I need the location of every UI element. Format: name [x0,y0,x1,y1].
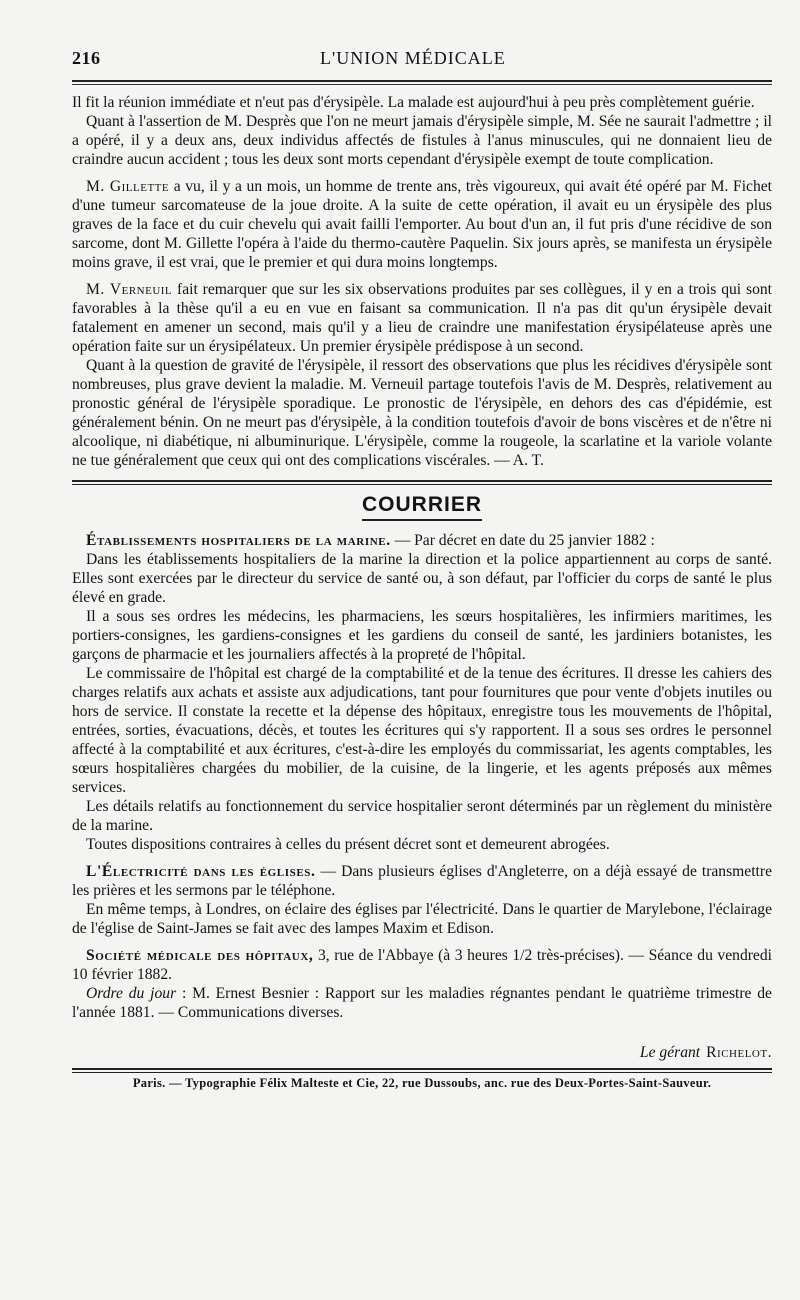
marine-paragraph-3: Le commissaire de l'hôpital est chargé de la comptabilité et de la tenue des écritures. Il dresse les cahiers des charges relatifs aux achats et assiste aux adjudications, tant pour fournitures que pour vente d'objets inutiles ou hors de service. Il constate la recette et la dépense des hôpitaux, enregistre tous les mouvements de l'hôpital, entrées, sorties, évacuations, décès, et toutes les écritures qui s'y rapportent. Il a sous ses ordres le personnel affecté à la comptabilité et aux écritures, c'est-à-dire les employés du commissariat, les agents comptables, les sœurs hospitalières chargées du mobilier, de la cuisine, de la lingerie, et les agents préposés aux mêmes services. [72,665,772,796]
journal-title: L'UNION MÉDICALE [320,48,506,68]
marine-paragraph-5: Toutes dispositions contraires à celles du présent décret sont et demeurent abrogées. [86,836,610,853]
marine-heading: Établissements hospitaliers de la marine. [86,532,391,549]
paragraph-text: fait remarquer que sur les six observations produites par ses collègues, il y en a trois qui sont favorables à la thèse qu'il a eu en vue en faisant sa communication. Il n'a pas dit qu'un érysipèle devait fatalement en amener un second, mais qu'il y a lieu de craindre une manifestation érysipélateuse après une opération faite sur un érysipélateux. Un premier érysipèle prédispose à un second. [72,281,773,355]
marine-paragraph-2: Il a sous ses ordres les médecins, les pharmaciens, les sœurs hospitalières, les infirmiers maritimes, les portiers-consignes, les gardiens-consignes et les gardiens du conseil de santé, les jardiniers botanistes, les garçons de pharmacie et les journaliers affectés à la propreté de l'hôpital. [72,608,772,663]
electricity-paragraph-1 [72,862,772,900]
societe-paragraph [72,946,772,984]
marine-heading-paragraph [72,531,772,550]
footer-rule-thin [72,1072,772,1073]
paragraph-text: a vu, il y a un mois, un homme de trente ans, très vigoureux, qui avait été opéré par M. Fichet d'une tumeur sarcomateuse de la joue droite. A la suite de cette opération, il avait eu un érysipèle des plus graves de la face et du cuir chevelu qui avait failli l'emporter. Au bout d'un an, il fut pris d'une récidive de son sarcome, dont M. Gillette l'opéra à l'aide du thermo-cautère Paquelin. Six jours après, se manifesta un érysipèle moins grave, il est vrai, que le premier et qui dura moins longtemps. [72,178,772,271]
header-rule [72,80,772,82]
page-header [72,48,772,74]
signature-name: Richelot. [706,1044,772,1061]
ordre-du-jour-paragraph [72,984,772,1022]
signature-label: Le gérant [639,1044,701,1061]
societe-heading: Société médicale des hôpitaux, [86,947,314,964]
discussion-paragraph-1: Il fit la réunion immédiate et n'eut pas d'érysipèle. La malade est aujourd'hui à peu près complètement guérie. [72,94,755,111]
electricity-paragraph-2: En même temps, à Londres, on éclaire des églises par l'électricité. Dans le quartier de Marylebone, l'éclairage de l'église de Saint-James se fait avec des lampes Maxim et Edison. [72,901,772,937]
page-number: 216 [72,48,101,68]
printer-imprint: Paris. — Typographie Félix Malteste et Cie, 22, rue Dussoubs, anc. rue des Deux-Portes-Saint-Sauveur. [132,1076,712,1090]
discussion-paragraph-2: Quant à l'assertion de M. Desprès que l'on ne meurt jamais d'érysipèle simple, M. Sée ne saurait l'admettre ; il a opéré, il y a deux ans, deux individus affectés de fistules à l'anus minuscules, qui ne donnaient lieu de craindre aucun accident ; tous les deux sont morts cependant d'érysipèle exempt de toute complication. [72,113,772,168]
paragraph-text: — Dans plusieurs églises d'Angleterre, on a déjà essayé de transmettre les prières et les sermons par le téléphone. [72,863,773,899]
signature [72,1044,772,1062]
section-divider [72,480,772,485]
discussion-paragraph-4 [72,280,772,356]
section-title-courrier: COURRIER [361,493,482,516]
speaker-name: M. Verneuil [86,281,173,298]
speaker-name: M. Gillette [86,178,170,195]
title-underline [362,519,482,521]
discussion-paragraph-5: Quant à la question de gravité de l'érysipèle, il ressort des observations que plus les récidives d'érysipèle sont nombreuses, plus grave devient la maladie. M. Verneuil partage toutefois l'avis de M. Desprès, relativement au pronostic général de l'érysipèle sporadique. Le pronostic de l'érysipèle, en dehors des cas d'épidémie, est généralement bénin. On ne meurt pas d'érysipèle, à la condition toutefois d'avoir de bons viscères et de n'être ni alcoolique, ni diabétique, ni albuminurique. L'érysipèle, comme la rougeole, la scarlatine et la variole volante ne tue généralement que ceux qui ont des complications viscérales. — A. T. [72,357,772,469]
electricity-heading: L'Électricité dans les églises. [86,863,316,880]
discussion-paragraph-3 [72,177,772,272]
paragraph-text: — Par décret en date du 25 janvier 1882 : [390,532,655,549]
footer-rule [72,1068,772,1070]
paragraph-text: : M. Ernest Besnier : Rapport sur les maladies régnantes pendant le quatrième trimestre de l'année 1881. — Communications diverses. [72,985,772,1021]
marine-paragraph-1: Dans les établissements hospitaliers de la marine la direction et la police appartiennent au corps de santé. Elles sont exercées par le directeur du service de santé ou, à son défaut, par l'officier du corps de santé le plus élevé en grade. [72,551,772,606]
paragraph-text: 3, rue de l'Abbaye (à 3 heures 1/2 très-précises). — Séance du vendredi 10 février 1882. [72,947,772,983]
ordre-du-jour-label: Ordre du jour [86,985,177,1002]
marine-paragraph-4: Les détails relatifs au fonctionnement du service hospitalier seront déterminés par un règlement du ministère de la marine. [72,798,772,834]
